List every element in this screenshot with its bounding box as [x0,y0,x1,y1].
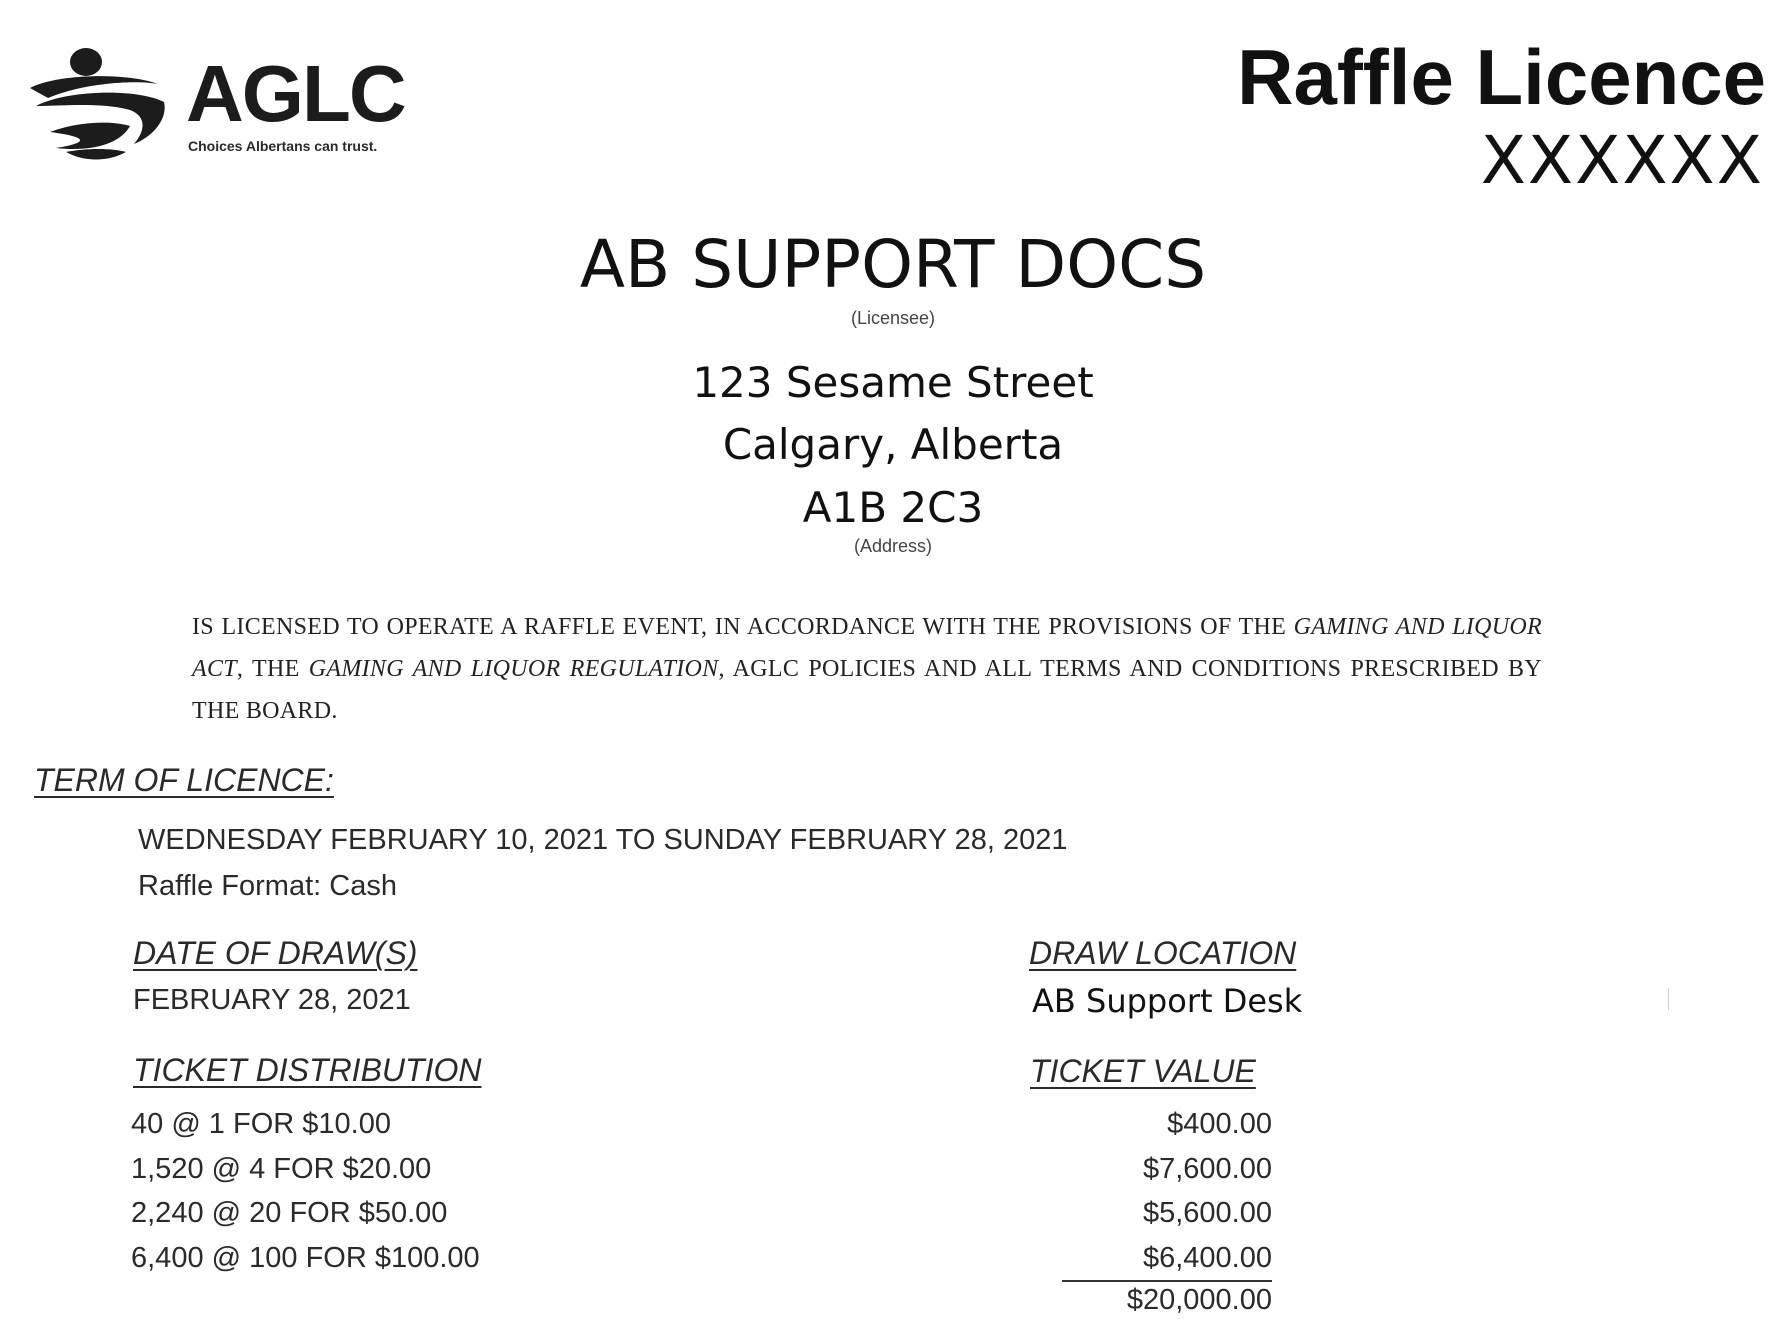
address-line-3: A1B 2C3 [802,483,984,532]
list-item: $400.00 [1167,1108,1272,1140]
ticket-value-total: $20,000.00 [1126,1284,1272,1316]
document-title: Raffle Licence [1237,33,1766,121]
draw-location: AB Support Desk [1032,982,1303,1020]
term-range: WEDNESDAY FEBRUARY 10, 2021 TO SUNDAY FEBRUARY 28, 2021 [138,824,1068,856]
ticket-distribution-list [131,1102,480,1280]
list-item: 6,400 @ 100 FOR $100.00 [131,1241,480,1274]
list-item: 1,520 @ 4 FOR $20.00 [131,1152,432,1185]
list-item: 40 @ 1 FOR $10.00 [131,1108,391,1140]
logo-tagline: Choices Albertans can trust. [188,138,378,154]
licensee-caption: (Licensee) [850,308,936,328]
licence-statement [192,606,1542,732]
logo-wordmark: AGLC [186,49,405,138]
list-item: $7,600.00 [1142,1152,1272,1185]
ticket-distribution-heading: TICKET DISTRIBUTION [133,1052,482,1088]
licence-number: XXXXXX [1480,122,1764,199]
list-item: $5,600.00 [1142,1197,1272,1229]
draw-date: FEBRUARY 28, 2021 [133,984,411,1016]
statement-act: GAMING AND LIQUOR ACT [192,614,1542,682]
licensee-name: AB SUPPORT DOCS [579,226,1207,303]
statement-text: , AGLC POLICIES AND ALL TERMS AND CONDITIONS PRESCRIBED BY THE BOARD. [192,656,1543,724]
ticket-value-list [1000,1102,1272,1280]
address-caption: (Address) [853,536,933,556]
term-heading: TERM OF LICENCE: [34,762,334,798]
list-item: $6,400.00 [1142,1241,1272,1274]
total-divider [1062,1280,1272,1282]
draw-location-heading: DRAW LOCATION [1029,935,1297,971]
statement-regulation: GAMING AND LIQUOR REGULATION [308,656,719,682]
aglc-logo [26,40,406,190]
statement-text: IS LICENSED TO OPERATE A RAFFLE EVENT, IN ACCORDANCE WITH THE PROVISIONS OF THE [192,614,1294,640]
address-line-2: Calgary, Alberta [722,420,1064,469]
list-item: 2,240 @ 20 FOR $50.00 [131,1197,448,1229]
aglc-logo-icon [26,40,176,170]
divider-mark [1668,988,1669,1010]
address-line-1: 123 Sesame Street [692,358,1094,407]
raffle-format: Raffle Format: Cash [138,870,397,902]
statement-text: , THE [236,656,309,682]
draw-dates-heading: DATE OF DRAW(S) [133,935,418,971]
ticket-value-heading: TICKET VALUE [1030,1053,1256,1089]
